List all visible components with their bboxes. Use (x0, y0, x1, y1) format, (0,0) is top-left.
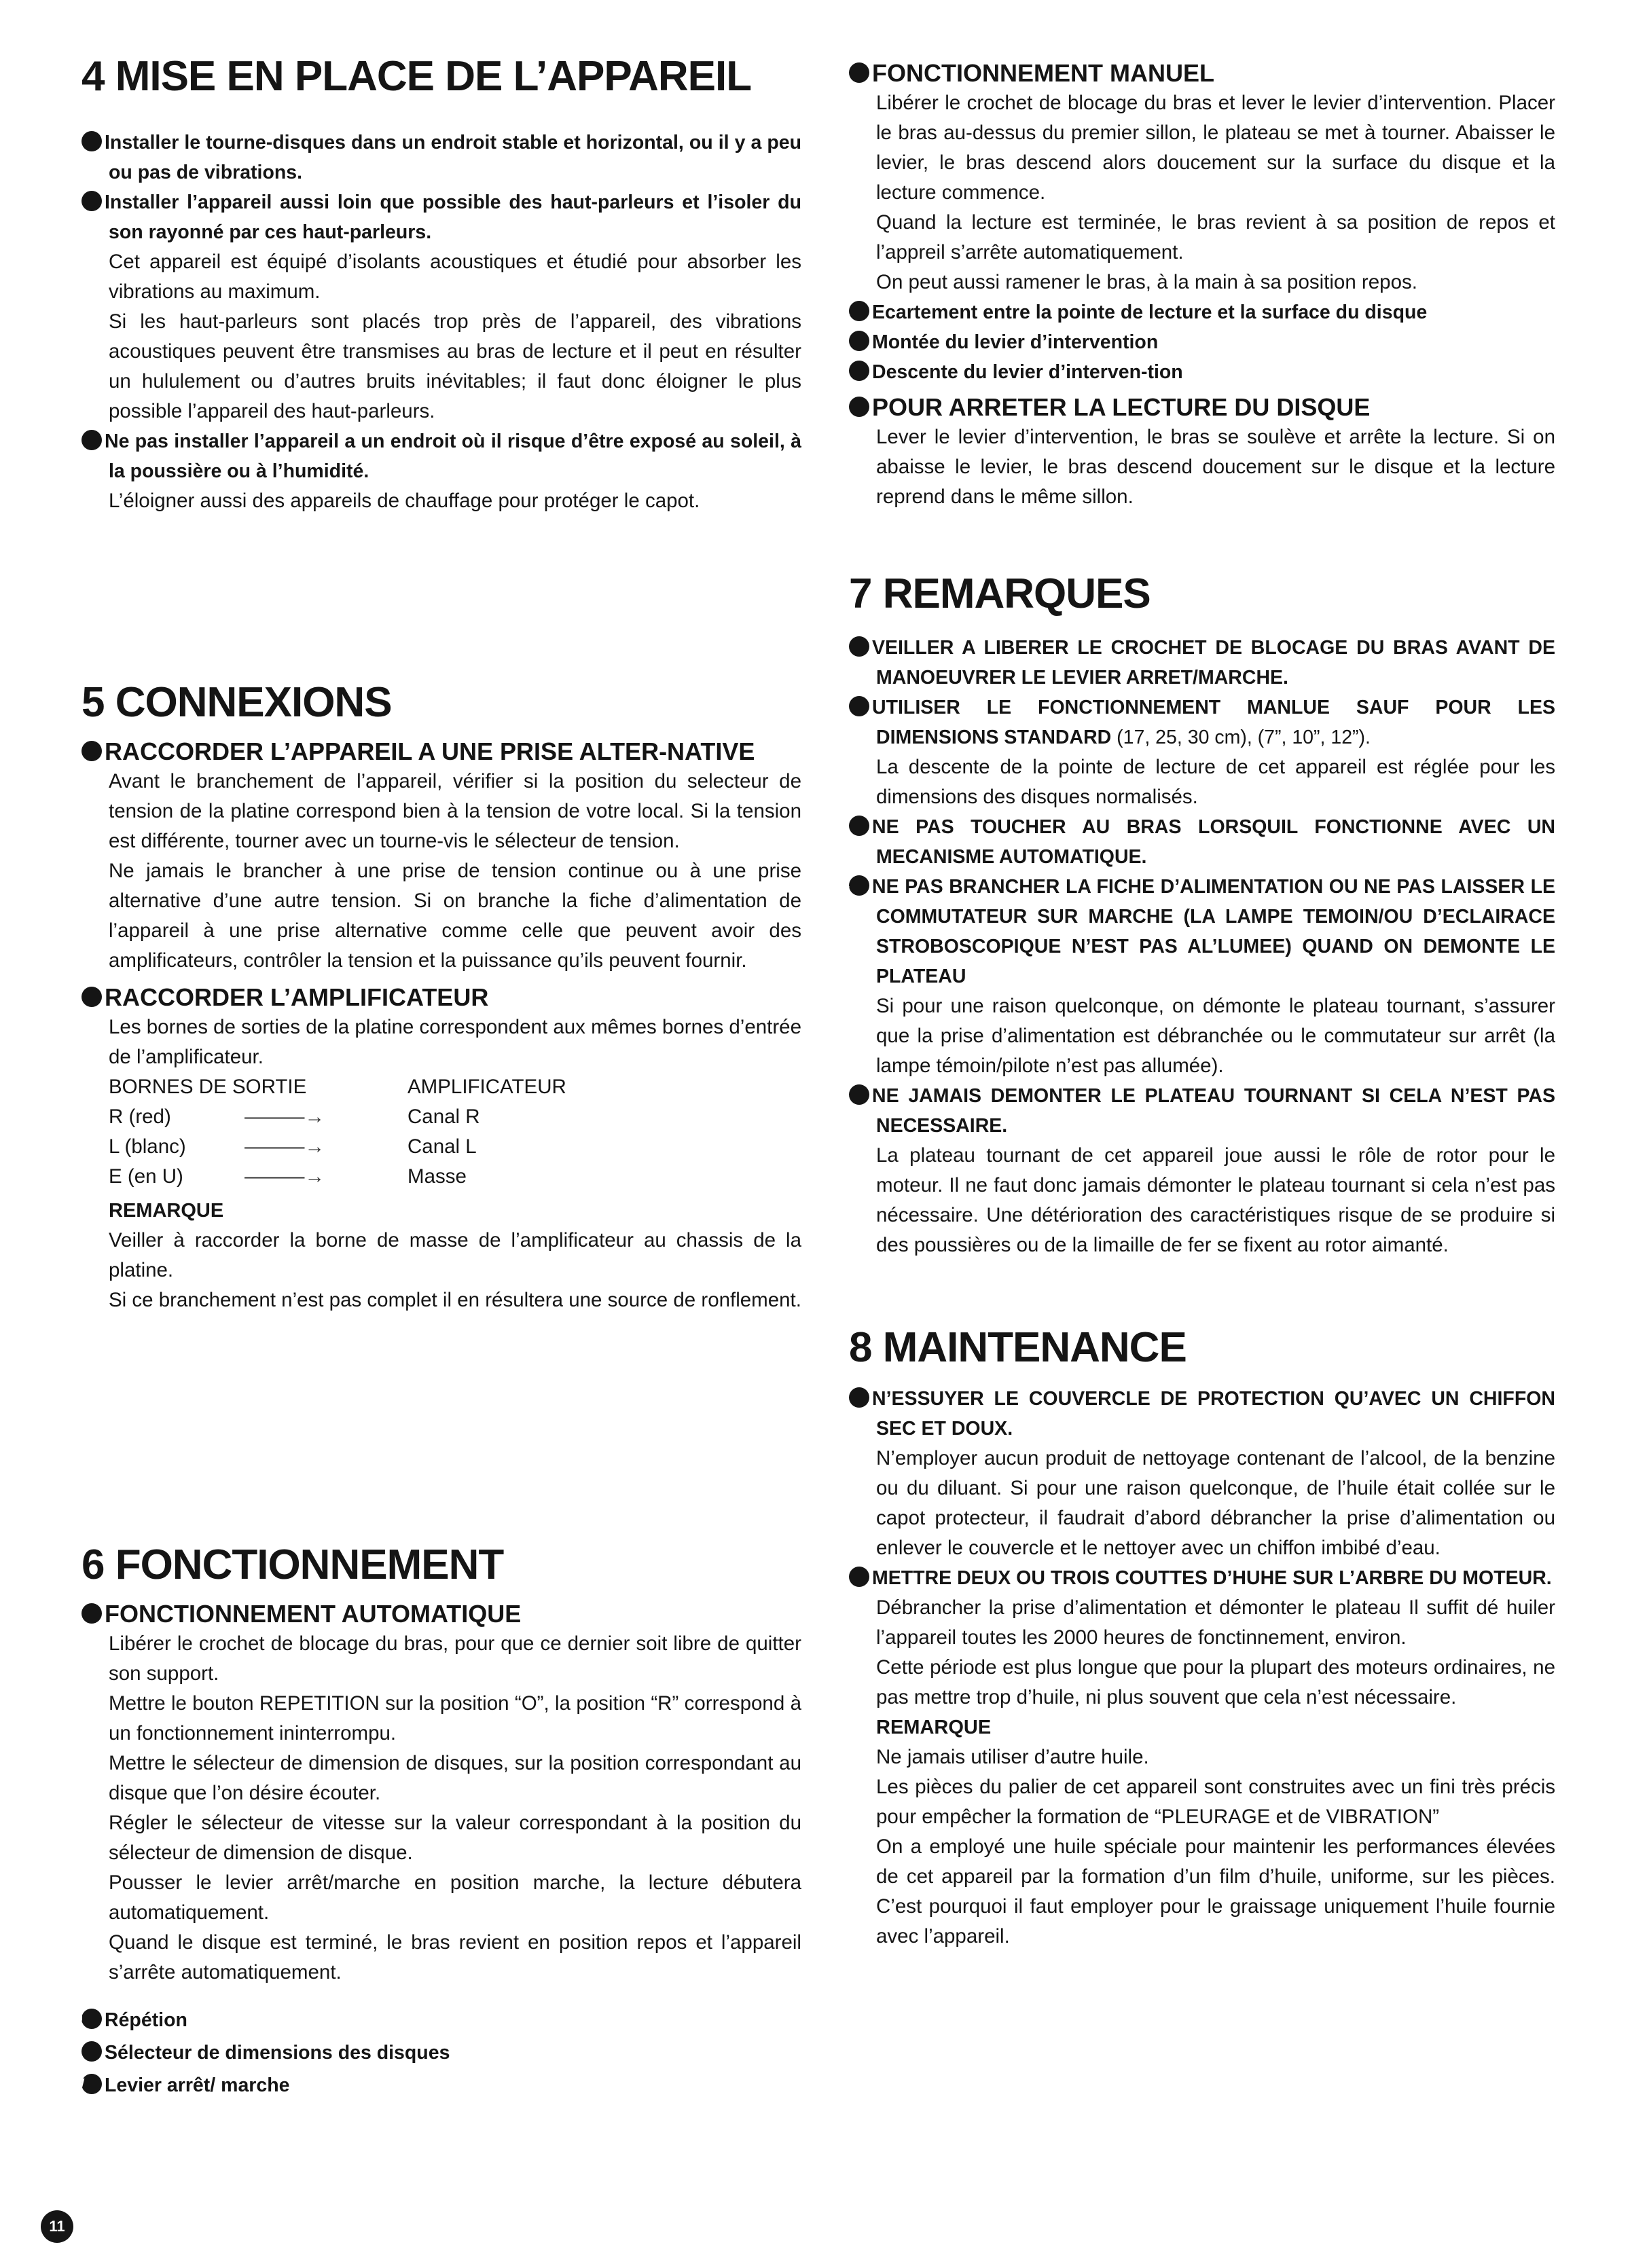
arrow-cell: ———→ (244, 1135, 325, 1158)
table-row (109, 1162, 801, 1192)
paragraph: Les pièces du palier de cet appareil sont construites avec un fini très précis pour empêcher la formation de “PLEURAGE et de VIBRATION” (876, 1776, 1555, 1828)
paragraph: Avant le branchement de l’appareil, vérifier si la position du selecteur de tension de la platine correspond bien à la tension de votre local. Si la tension est différente, tourner avec un tourne-vis le sélecteur de tension. (109, 770, 801, 852)
item-marker: U (82, 2009, 102, 2029)
note-repetition: U Répétion (73, 2009, 187, 2031)
item-marker: 1 (82, 741, 102, 761)
item-marker: 1 (849, 1387, 869, 1408)
paragraph: Ne jamais le brancher à une prise de tension continue ou à une prise alternative d’une autre tension. Si on branche la fiche d’alimentation de l’appareil à une prise alternative comme celle que peuvent avoir des amplificateurs, contrôler la tension et la puissance qu’ils peuvent fournir. (109, 860, 801, 972)
paragraph: La descente de la pointe de lecture de cet appareil est réglée pour les dimensions des disques normalisés. (876, 756, 1555, 808)
stop-sub: 3 POUR ARRETER LA LECTURE DU DISQUE (841, 393, 1371, 421)
paragraph: Si pour une raison quelconque, on démonte le plateau tournant, s’assurer que la prise d’alimentation est débranchée ou le commutateur sur arrêt (la lampe témoin/pilote n’est pas allumée). (876, 995, 1555, 1077)
paragraph: Lever le levier d’intervention, le bras se soulève et arrête la lecture. Si on abaisse le levier, le bras descend doucement sur le disque et la lecture reprend dans le même sillon. (876, 426, 1555, 508)
paragraph: Pousser le levier arrêt/marche en position marche, la lecture débutera automatiquement. (109, 1871, 801, 1924)
column-header: AMPLIFICATEUR (408, 1076, 566, 1098)
paragraph: Quand le disque est terminé, le bras revient en position repos et l’appareil s’arrête automatiquement. (109, 1931, 801, 1983)
table-row (109, 1102, 801, 1132)
item-marker: 2 (849, 62, 869, 83)
connection-table (82, 1072, 801, 1192)
item-marker: 2 (849, 696, 869, 716)
table-header (109, 1072, 801, 1102)
item-marker: 3 (82, 430, 102, 450)
paragraph: Veiller à raccorder la borne de masse de l’amplificateur au chassis de la platine. (109, 1229, 801, 1281)
section-7-body (841, 633, 1555, 1260)
item-marker: 1 (849, 636, 869, 657)
table-row (109, 1132, 801, 1162)
connexion-sub-2: 2 RACCORDER L’AMPLIFICATEUR (74, 983, 489, 1011)
remark-item-3: 3 NE PAS TOUCHER AU BRAS LORSQUIL FONCTIONNE AVEC UN MECANISME AUTOMATIQUE. (841, 816, 1555, 868)
note-lever-down: Z Descente du levier d’interven-tion (841, 361, 1183, 383)
paragraph: La plateau tournant de cet appareil joue aussi le rôle de rotor pour le moteur. Il ne faut donc jamais démonter le plateau tournant si cela n’est pas nécessaire. Une détérioration des caractéristiques risque de se produire si des poussières ou de la limaille de fer se fixent au rotor aimanté. (876, 1144, 1555, 1256)
amp-cell: Canal R (408, 1105, 480, 1128)
page-number: 11 (41, 2210, 73, 2243)
paragraph: Libérer le crochet de blocage du bras et lever le levier d’intervention. Placer le bras au-dessus du premier sillon, le plateau se met à tourner. Abaisser le levier, le bras descend alors doucement sur la surface du disque et la lecture commence. (876, 92, 1555, 204)
section-5-body (74, 737, 801, 1315)
placement-item-3: 3 Ne pas installer l’appareil a un endroit où il risque d’être exposé au soleil, à la poussière ou à l’humidité. (74, 431, 801, 482)
note-size-selector: V Sélecteur de dimensions des disques (73, 2042, 450, 2064)
section-6-body (71, 1599, 801, 2100)
maintenance-item-2: 2 METTRE DEUX OU TROIS COUTTES D’HUHE SUR L’ARBRE DU MOTEUR. (841, 1567, 1552, 1589)
paragraph: Cette période est plus longue que pour la plupart des moteurs ordinaires, ne pas mettre trop d’huile, ni plus souvent que cela n’est nécessaire. (876, 1656, 1555, 1708)
paragraph: Les bornes de sorties de la platine correspondent aux mêmes bornes d’entrée de l’amplificateur. (109, 1016, 801, 1068)
arrow-cell: ———→ (244, 1105, 325, 1128)
section-4-body (74, 128, 801, 516)
item-marker: Z (849, 361, 869, 381)
paragraph: Si les haut-parleurs sont placés trop près de l’appareil, des vibrations acoustiques peuvent être transmises au bras de lecture et il peut en résulter un hululement ou d’autres bruits inévitables; il faut donc éloigner le plus possible l’appareil des haut-parleurs. (109, 310, 801, 422)
auto-sub: 1 FONCTIONNEMENT AUTOMATIQUE (74, 1600, 522, 1628)
note-gap: X Ecartement entre la pointe de lecture et la surface du disque (841, 301, 1428, 323)
manual-sub: 2 FONCTIONNEMENT MANUEL (841, 59, 1214, 87)
item-marker: 2 (849, 1567, 869, 1587)
remark-label: REMARQUE (876, 1717, 992, 1738)
amp-cell: Masse (408, 1165, 467, 1188)
item-marker: 3 (849, 397, 869, 417)
note-lever-up: Y Montée du levier d’intervention (841, 331, 1159, 353)
paragraph: Ne jamais utiliser d’autre huile. (876, 1746, 1149, 1768)
item-marker: 5 (849, 1084, 869, 1105)
paragraph: Débrancher la prise d’alimentation et démonter le plateau Il suffit dé huiler l’appareil toutes les 2000 heures de fonctinnement, environ. (876, 1596, 1555, 1649)
placement-item-2: 2 Installer l’appareil aussi loin que possible des haut-parleurs et l’isoler du son rayonné par ces haut-parleurs. (74, 191, 801, 243)
item-marker: W (82, 2074, 102, 2094)
item-marker: 3 (849, 816, 869, 836)
arrow-cell: ———→ (244, 1165, 325, 1188)
note-stop-lever: W Levier arrêt/ marche (71, 2074, 290, 2096)
standard-dimensions: (17, 25, 30 cm), (7”, 10”, 12”). (1117, 727, 1371, 748)
remark-item-4: 4 NE PAS BRANCHER LA FICHE D’ALIMENTATION OU NE PAS LAISSER LE COMMUTATEUR SUR MARCHE (LA LAMPE TEMOIN/OU D’ECLAIRACE STROBOSCOPIQUE N’EST PAS AL’LUMEE) QUAND ON DEMONTE LE PLATEAU (841, 876, 1555, 987)
item-marker: X (849, 301, 869, 321)
section-6-continued (841, 58, 1555, 512)
paragraph: Régler le sélecteur de vitesse sur la valeur correspondant à la position du sélecteur de dimension de disque. (109, 1812, 801, 1864)
paragraph: Mettre le bouton REPETITION sur la position “O”, la position “R” correspond à un fonctionnement ininterrompu. (109, 1692, 801, 1744)
paragraph: Quand la lecture est terminée, le bras revient à sa position de repos et l’appreil s’arrête automatiquement. (876, 211, 1555, 263)
paragraph: L’éloigner aussi des appareils de chauffage pour protéger le capot. (109, 490, 700, 512)
section-4-title: 4 MISE EN PLACE DE L’APPAREIL (82, 53, 752, 100)
connexion-sub-1: 1 RACCORDER L’APPAREIL A UNE PRISE ALTER-NATIVE (74, 737, 755, 765)
paragraph: Mettre le sélecteur de dimension de disques, sur la position correspondant au disque que l’on désire écouter. (109, 1752, 801, 1804)
paragraph: On a employé une huile spéciale pour maintenir les performances élevées de cet appareil par la formation d’un film d’huile, uniforme, sur les pièces. C’est pourquoi il faut employer pour le graissage uniquement l’huile fournie avec l’appareil. (876, 1835, 1555, 1947)
amp-cell: Canal L (408, 1135, 477, 1158)
section-8-title: 8 MAINTENANCE (849, 1324, 1187, 1371)
item-marker: 1 (82, 1603, 102, 1624)
item-marker: 1 (82, 131, 102, 151)
paragraph: Libérer le crochet de blocage du bras, pour que ce dernier soit libre de quitter son support. (109, 1632, 801, 1685)
remark-item-5: 5 NE JAMAIS DEMONTER LE PLATEAU TOURNANT SI CELA N’EST PAS NECESSAIRE. (841, 1085, 1555, 1137)
section-8-body (841, 1384, 1555, 1952)
paragraph: N’employer aucun produit de nettoyage contenant de l’alcool, de la benzine ou du diluant. Si pour une raison quelconque, de l’huile était collée sur le capot protecteur, il faudrait d’abord débrancher la prise d’alimentation ou enlever le couvercle et le nettoyer avec un chiffon imbibé d’eau. (876, 1447, 1555, 1559)
remark-item-2: 2 UTILISER LE FONCTIONNEMENT MANLUE SAUF POUR LES DIMENSIONS STANDARD (17, 25, 30 cm), (7”, 10”, 12”). (841, 697, 1555, 748)
output-cell: L (blanc) (109, 1135, 186, 1158)
item-marker: V (82, 2041, 102, 2062)
item-marker: 2 (82, 191, 102, 211)
maintenance-item-1: 1 N’ESSUYER LE COUVERCLE DE PROTECTION QU’AVEC UN CHIFFON SEC ET DOUX. (841, 1388, 1555, 1440)
remark-item-1: 1 VEILLER A LIBERER LE CROCHET DE BLOCAGE DU BRAS AVANT DE MANOEUVRER LE LEVIER ARRET/MARCHE. (841, 637, 1555, 689)
column-header: BORNES DE SORTIE (109, 1076, 307, 1098)
output-cell: E (en U) (109, 1165, 183, 1188)
paragraph: Cet appareil est équipé d’isolants acoustiques et étudié pour absorber les vibrations au maximum. (109, 251, 801, 303)
section-7-title: 7 REMARQUES (849, 570, 1151, 617)
paragraph: Si ce branchement n’est pas complet il en résultera une source de ronflement. (109, 1289, 801, 1311)
section-5-title: 5 CONNEXIONS (82, 679, 392, 726)
item-marker: Y (849, 331, 869, 351)
placement-item-1: 1 Installer le tourne-disques dans un endroit stable et horizontal, ou il y a peu ou pas de vibrations. (74, 132, 801, 183)
paragraph: On peut aussi ramener le bras, à la main à sa position repos. (876, 271, 1417, 293)
output-cell: R (red) (109, 1105, 171, 1128)
item-marker: 2 (82, 987, 102, 1007)
section-6-title: 6 FONCTIONNEMENT (82, 1541, 504, 1588)
item-marker: 4 (849, 875, 869, 896)
remark-label: REMARQUE (109, 1200, 224, 1222)
